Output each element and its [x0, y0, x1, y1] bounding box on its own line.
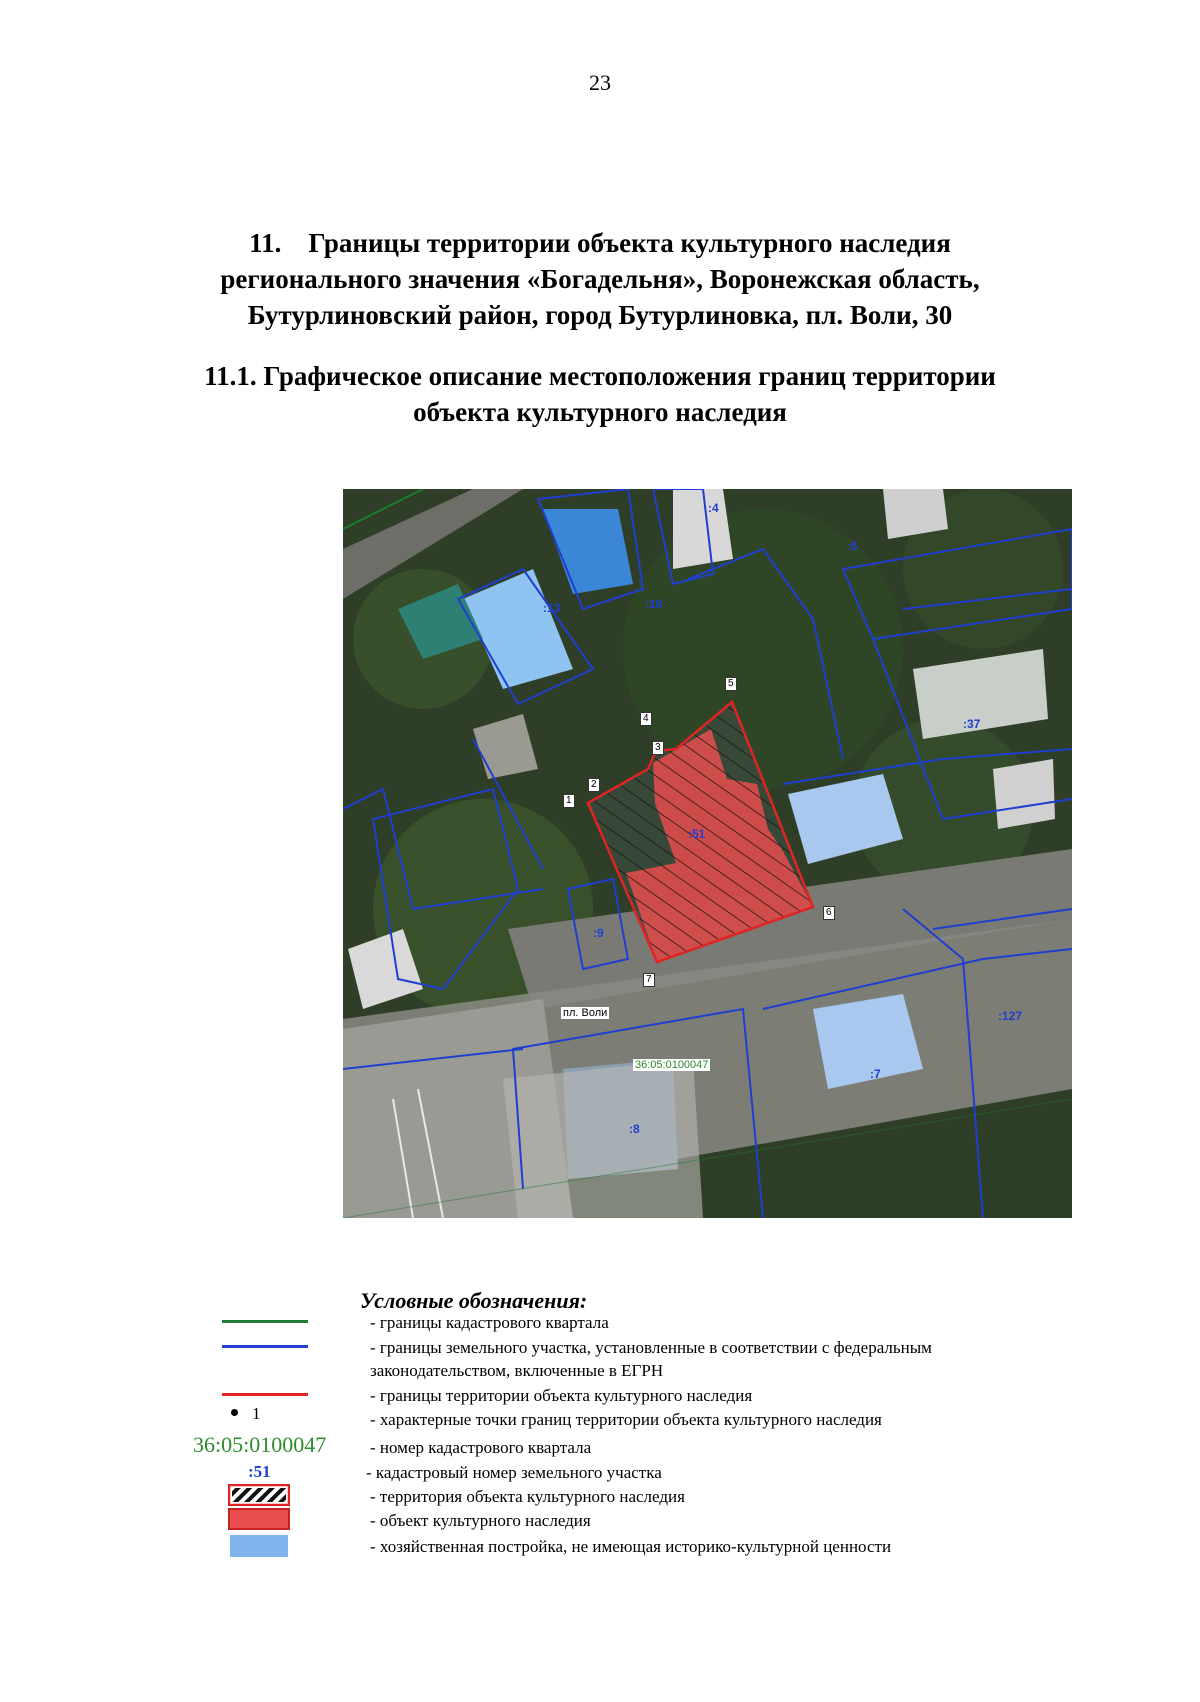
legend-quarter-number: 36:05:0100047 [193, 1432, 327, 1457]
street-label: пл. Воли [563, 1007, 608, 1019]
section-title [0, 225, 1200, 333]
boundary-point: 4 [640, 712, 652, 726]
legend-item: - территория объекта культурного наследия [370, 1487, 685, 1506]
parcel-label: :8 [629, 1122, 640, 1136]
parcel-label: :6 [847, 539, 858, 553]
legend-item: - границы земельного участка, установленные в соответствии с федеральным [370, 1338, 932, 1357]
legend-point-number: 1 [252, 1404, 261, 1423]
legend-item: - номер кадастрового квартала [370, 1438, 592, 1457]
legend-item: - характерные точки границ территории объекта культурного наследия [370, 1410, 882, 1429]
legend-item: законодательством, включенные в ЕГРН [370, 1361, 664, 1380]
parcel-label: :9 [593, 926, 604, 940]
legend-item: - границы территории объекта культурного наследия [370, 1386, 753, 1405]
quarter-label: 36:05:0100047 [635, 1059, 709, 1071]
boundary-point: 1 [563, 794, 575, 808]
parcel-label: :37 [963, 717, 981, 731]
section-title-line-2: регионального значения «Богадельня», Воронежская область, [220, 264, 980, 294]
parcel-label: :127 [998, 1009, 1023, 1023]
legend-item: - кадастровый номер земельного участка [366, 1463, 662, 1482]
legend-quarter-line [222, 1320, 308, 1323]
page-number: 23 [589, 70, 611, 95]
legend-title: Условные обозначения: [360, 1288, 588, 1313]
section-title-line-1: 11. Границы территории объекта культурного наследия [249, 228, 951, 258]
boundary-point: 6 [823, 906, 835, 920]
legend-object-swatch [228, 1508, 290, 1530]
satellite-map [343, 489, 1072, 1218]
legend-item: - границы кадастрового квартала [370, 1313, 609, 1332]
boundary-point: 2 [588, 778, 600, 792]
subsection-title-line-2: объекта культурного наследия [413, 397, 787, 427]
parcel-label: :7 [870, 1067, 881, 1081]
legend-heritage-line [222, 1393, 308, 1396]
parcel-label: :18 [645, 597, 663, 611]
parcel-label: :4 [708, 501, 719, 515]
boundary-point: 5 [725, 677, 737, 691]
boundary-point: 7 [643, 973, 655, 987]
legend-point-dot [231, 1409, 238, 1416]
subsection-title [0, 358, 1200, 430]
legend-outbuilding-swatch [230, 1535, 288, 1557]
parcel-label-51: :51 [688, 827, 706, 841]
boundary-point: 3 [652, 741, 664, 755]
map-canvas [343, 489, 1072, 1218]
legend-territory-swatch [228, 1484, 290, 1506]
legend-item: - объект культурного наследия [370, 1511, 591, 1530]
legend-item: - хозяйственная постройка, не имеющая историко-культурной ценности [370, 1537, 892, 1556]
legend-parcel-line [222, 1345, 308, 1348]
parcel-label: :13 [543, 601, 561, 615]
subsection-title-line-1: 11.1. Графическое описание местоположения границ территории [204, 361, 996, 391]
section-title-line-3: Бутурлиновский район, город Бутурлиновка, пл. Воли, 30 [247, 300, 953, 330]
legend-parcel-number: :51 [248, 1462, 271, 1481]
